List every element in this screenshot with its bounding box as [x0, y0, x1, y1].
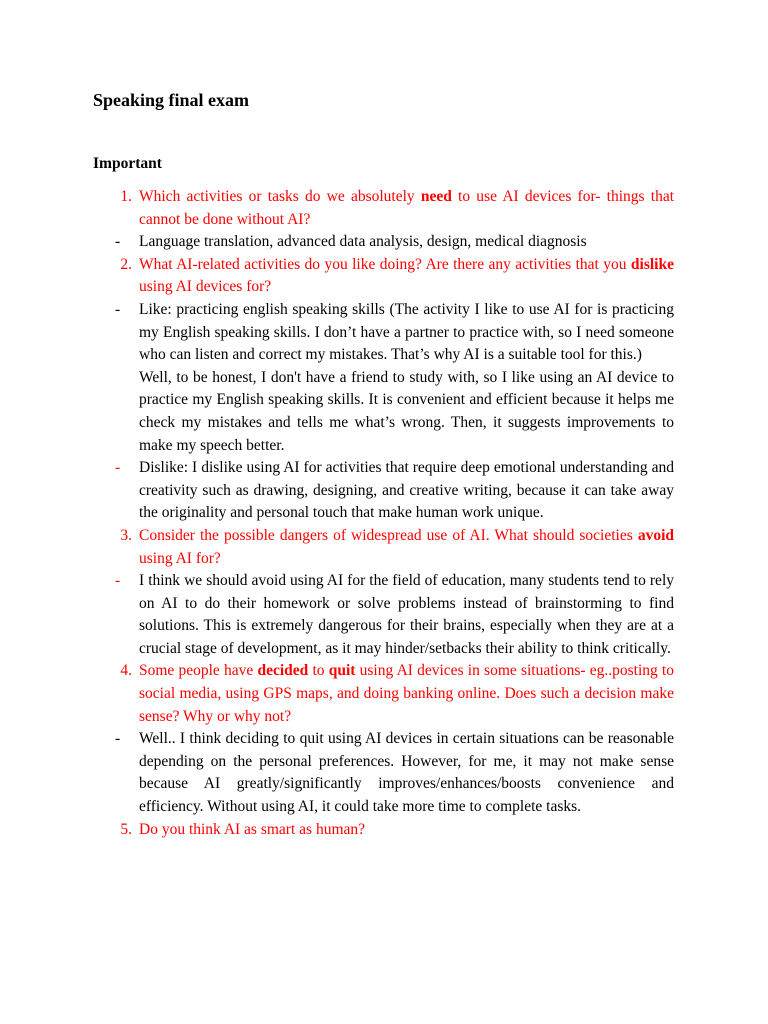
emphasis: decided: [257, 662, 309, 680]
answer-2-like: [93, 299, 674, 457]
answer-3: [93, 570, 674, 660]
answer-2-dislike: [93, 457, 674, 525]
emphasis: quit: [328, 662, 356, 680]
answer-text: Language translation, advanced data analysis, design, medical diagnosis: [139, 233, 587, 251]
answer-bullet: -: [115, 730, 121, 748]
question-list: [93, 186, 674, 841]
answer-text: Well.. I think deciding to quit using AI devices in certain situations can be reasonable depending on the personal preferences. However, for me, it may not make sense because AI greatly/significantly improves/enhances/boosts convenience and efficiency. Without using AI, it could take more time to complete tasks.: [139, 730, 674, 816]
emphasis: need: [420, 188, 452, 205]
answer-1: [93, 231, 674, 254]
question-number: 1.: [120, 188, 132, 205]
question-text: Do you think AI as smart as human?: [139, 820, 366, 838]
question-number: 2.: [120, 255, 132, 273]
emphasis: dislike: [630, 255, 674, 273]
question-text: What AI-related activities do you like doing? Are there any activities that you dislike using AI devices for?: [139, 255, 674, 296]
answer-text: Like: practicing english speaking skills (The activity I like to use AI for is practicing my English speaking skills. I don’t have a partner to practice with, so I need someone who can listen and correct my mistakes. That’s why AI is a suitable tool for this.) Well, to be honest, I don't have a friend to study with, so I like using an AI device to practice my English speaking skills. It is convenient and efficient because it helps me check my mistakes and tells me what’s wrong. Then, it suggests improvements to make my speech better.: [139, 300, 674, 454]
question-number: 4.: [120, 662, 132, 680]
question-2: [93, 254, 674, 299]
question-text: Consider the possible dangers of widespread use of AI. What should societies avoid using AI for?: [139, 526, 674, 567]
answer-bullet: -: [115, 459, 121, 477]
question-3: [93, 525, 674, 570]
answer-bullet: -: [115, 572, 121, 590]
question-text: Some people have decided to quit using AI devices in some situations- eg..posting to social media, using GPS maps, and doing banking online. Does such a decision make sense? Why or why not?: [139, 662, 674, 725]
question-5: [93, 819, 674, 842]
section-heading: Important: [93, 155, 162, 172]
answer-text: I think we should avoid using AI for the field of education, many students tend to rely on AI to do their homework or solve problems instead of brainstorming to find solutions. This is extremely dangerous for their brains, especially when they are at a crucial stage of development, as it may hinder/setbacks their ability to think critically.: [139, 572, 674, 657]
question-number: 5.: [120, 820, 132, 838]
answer-text: Dislike: I dislike using AI for activities that require deep emotional understanding and creativity such as drawing, designing, and creative writing, because it can take away the originality and personal touch that make human work unique.: [139, 459, 674, 522]
answer-4: [93, 728, 674, 818]
answer-bullet: -: [115, 233, 121, 251]
question-4: [93, 660, 674, 728]
question-number: 3.: [120, 526, 132, 544]
emphasis: avoid: [637, 526, 674, 544]
document-title: Speaking final exam: [93, 90, 250, 110]
question-text: Which activities or tasks do we absolutely need to use AI devices for- things that cannot be done without AI?: [139, 188, 674, 228]
question-1: [93, 186, 674, 231]
answer-bullet: -: [115, 300, 121, 318]
